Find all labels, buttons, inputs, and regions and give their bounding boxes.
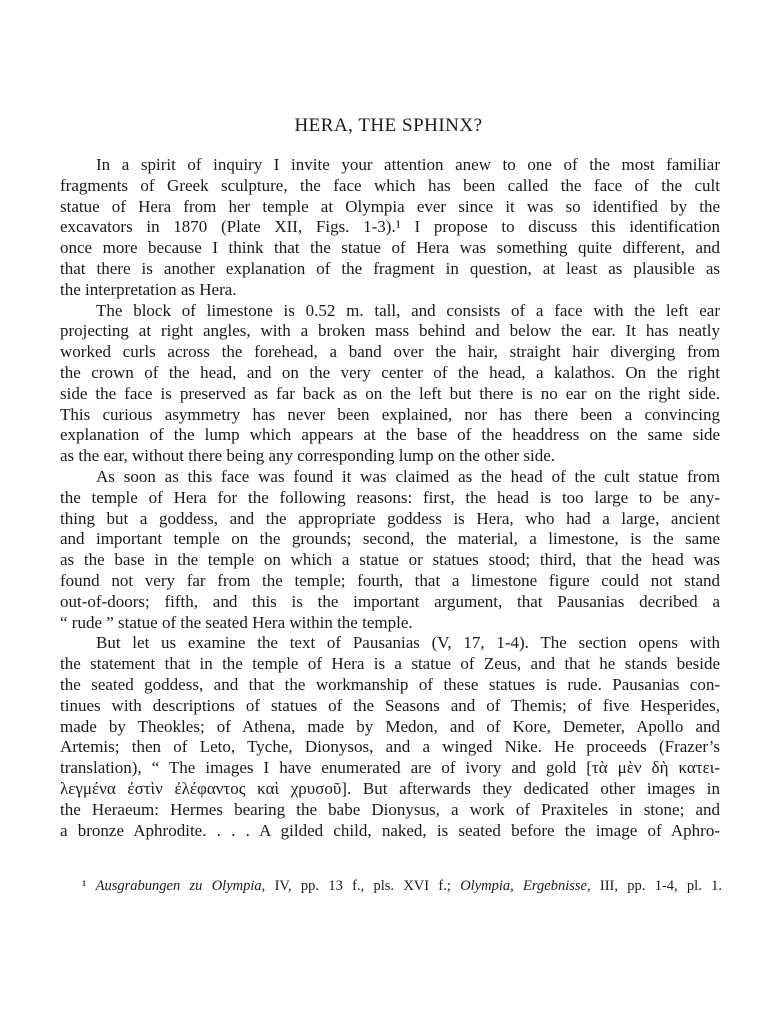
text-line: a bronze Aphrodite. . . . A gilded child, naked, is seated before the image of Aphro-: [60, 820, 720, 840]
text-line: once more because I think that the statue of Hera was something quite different, and: [60, 238, 720, 258]
text-line: the temple of Hera for the following reasons: first, the head is too large to be any-: [60, 487, 720, 507]
text-line: as the base in the temple on which a statue or statues stood; third, that the head was: [60, 550, 720, 570]
text-line: Artemis; then of Leto, Tyche, Dionysos, and a winged Nike. He proceeds (Frazer’s: [60, 737, 720, 757]
text-line: explanation of the lump which appears at the base of the headdress on the same side: [60, 425, 720, 445]
text-line: the interpretation as Hera.: [60, 279, 237, 299]
paragraph: [60, 467, 720, 633]
text-line: As soon as this face was found it was claimed as the head of the cult statue from: [96, 466, 720, 486]
text-line: excavators in 1870 (Plate XII, Figs. 1-3).¹ I propose to discuss this identification: [60, 217, 720, 237]
footnote-text: , IV, pp. 13 f., pls. XVI f.;: [261, 878, 451, 894]
article-body: [60, 155, 720, 841]
text-line: the Heraeum: Hermes bearing the babe Dionysus, a work of Praxiteles in stone; and: [60, 799, 720, 819]
text-line: out-of-doors; fifth, and this is the important argument, that Pausanias decribed a: [60, 591, 720, 611]
text-line: as the ear, without there being any corresponding lump on the other side.: [60, 446, 556, 466]
text-line: found not very far from the temple; fourth, that a limestone figure could not stand: [60, 570, 720, 590]
footnote: [82, 878, 722, 895]
footnote-reference: Olympia, Ergebnisse: [460, 878, 587, 894]
text-line: tinues with descriptions of statues of the Seasons and of Themis; of five Hesperides,: [60, 695, 720, 715]
text-line: But let us examine the text of Pausanias (V, 17, 1-4). The section opens with: [96, 633, 720, 653]
text-line: side the face is preserved as far back as on the left but there is no ear on the right side.: [60, 383, 720, 403]
footnote-text: , III, pp. 1-4, pl. 1.: [586, 878, 723, 894]
text-line: projecting at right angles, with a broken mass behind and below the ear. It has neatly: [60, 321, 720, 341]
text-line: translation), “ The images I have enumerated are of ivory and gold [τὰ μὲν δὴ κατει-: [60, 758, 720, 778]
text-line: the crown of the head, and on the very center of the head, a kalathos. On the right: [60, 362, 720, 382]
paragraph: [60, 633, 720, 841]
text-line: fragments of Greek sculpture, the face which has been called the face of the cult: [60, 175, 720, 195]
text-line: statue of Hera from her temple at Olympia ever since it was so identified by the: [60, 196, 720, 216]
text-line: In a spirit of inquiry I invite your attention anew to one of the most familiar: [96, 155, 720, 174]
footnote-reference: Ausgrabungen zu Olympia: [95, 878, 262, 894]
paragraph: [60, 301, 720, 467]
text-line: the statement that in the temple of Hera is a statue of Zeus, and that he stands beside: [60, 654, 720, 674]
text-line: that there is another explanation of the fragment in question, at least as plausible as: [60, 258, 720, 278]
text-line: thing but a goddess, and the appropriate goddess is Hera, who had a large, ancient: [60, 508, 720, 528]
text-line: This curious asymmetry has never been explained, nor has there been a convincing: [60, 404, 720, 424]
footnote-marker: ¹: [82, 878, 87, 894]
page-title: HERA, THE SPHINX?: [294, 115, 483, 136]
text-line: The block of limestone is 0.52 m. tall, and consists of a face with the left ear: [96, 300, 720, 320]
text-line: worked curls across the forehead, a band over the hair, straight hair diverging from: [60, 342, 720, 362]
text-line: made by Theokles; of Athena, made by Medon, and of Kore, Demeter, Apollo and: [60, 716, 720, 736]
text-line: the seated goddess, and that the workmanship of these statues is rude. Pausanias con-: [60, 674, 720, 694]
text-line: “ rude ” statue of the seated Hera within the temple.: [60, 612, 413, 632]
text-line: and important temple on the grounds; second, the material, a limestone, is the same: [60, 529, 720, 549]
paragraph: [60, 155, 720, 301]
text-line: λεγμένα ἐστὶν ἐλέφαντος καὶ χρυσοῦ]. But afterwards they dedicated other images in: [60, 778, 720, 798]
